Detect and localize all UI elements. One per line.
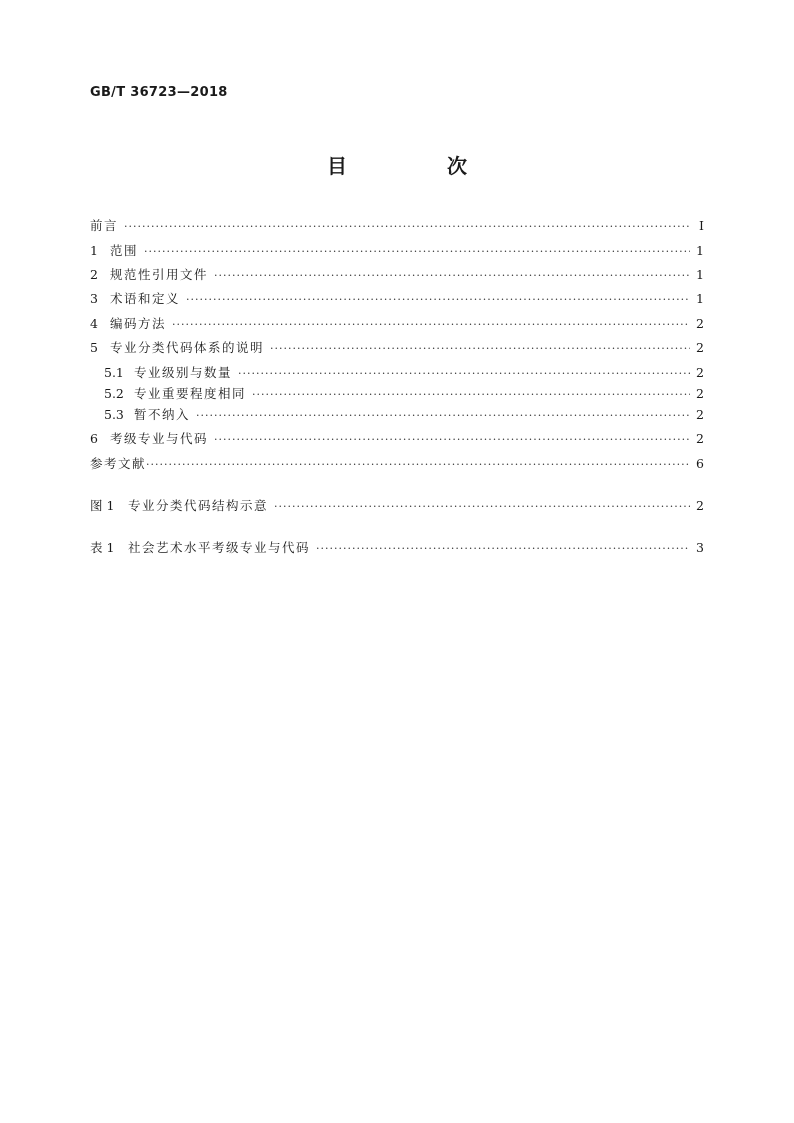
toc-leader-dots: [214, 431, 690, 449]
toc-figure-page: 2: [696, 498, 704, 513]
toc-entry-page: 1: [696, 243, 704, 258]
toc-entry-text: 编码方法: [110, 316, 167, 331]
toc-table-text: 社会艺术水平考级专业与代码: [128, 540, 311, 555]
toc-entry-text: 专业重要程度相同: [134, 386, 247, 401]
toc-entry-text: 考级专业与代码: [110, 431, 209, 446]
toc-entry-number: 5: [90, 340, 98, 355]
toc-leader-dots: [124, 218, 690, 236]
toc-entry-text: 暂不纳入: [134, 407, 191, 422]
toc-leader-dots: [274, 498, 690, 516]
toc-entry-number: 1: [90, 243, 98, 258]
toc-entry-5[interactable]: [90, 339, 704, 357]
toc-entry-3[interactable]: [90, 290, 704, 308]
toc-entry-number: 5.1: [104, 365, 124, 380]
toc-leader-dots: [196, 407, 690, 425]
toc-table-1[interactable]: [90, 539, 704, 557]
toc-entry-page: Ⅰ: [699, 218, 704, 233]
toc-entry-5-3[interactable]: [104, 406, 704, 424]
toc-leader-dots: [214, 267, 690, 285]
toc-figure-number: 图 1: [90, 498, 115, 513]
toc-entry-page: 1: [696, 291, 704, 306]
toc-entry-number: 4: [90, 316, 98, 331]
toc-leader-dots: [186, 291, 690, 309]
toc-entry-5-2[interactable]: [104, 385, 704, 403]
toc-leader-dots: [238, 365, 690, 383]
toc-figure-1[interactable]: [90, 497, 704, 515]
toc-entry-number: 5.2: [104, 386, 124, 401]
toc-figure-text: 专业分类代码结构示意: [128, 498, 269, 513]
toc-entry-page: 2: [696, 365, 704, 380]
toc-entry-foreword[interactable]: [90, 217, 704, 235]
toc-entry-4[interactable]: [90, 315, 704, 333]
toc-entry-text: 术语和定义: [110, 291, 181, 306]
toc-entry-6[interactable]: [90, 430, 704, 448]
toc-entry-text: 规范性引用文件: [110, 267, 209, 282]
toc-entry-page: 2: [696, 386, 704, 401]
toc-entry-5-1[interactable]: [104, 364, 704, 382]
toc-entry-text: 参考文献: [90, 456, 147, 471]
toc-entry-2[interactable]: [90, 266, 704, 284]
toc-entry-text: 专业级别与数量: [134, 365, 233, 380]
toc-leader-dots: [146, 456, 690, 474]
toc-table-page: 3: [696, 540, 704, 555]
toc-entry-1[interactable]: [90, 242, 704, 260]
toc-entry-page: 6: [696, 456, 704, 471]
toc-entry-page: 2: [696, 340, 704, 355]
toc-entry-text: 前言: [90, 218, 119, 233]
toc-entry-text: 专业分类代码体系的说明: [110, 340, 265, 355]
toc-entry-page: 1: [696, 267, 704, 282]
toc-leader-dots: [144, 243, 690, 261]
toc-leader-dots: [270, 340, 690, 358]
toc-leader-dots: [316, 540, 690, 558]
toc-entry-number: 5.3: [104, 407, 124, 422]
toc-entry-references[interactable]: [90, 455, 704, 473]
toc-entry-number: 6: [90, 431, 98, 446]
toc-entry-page: 2: [696, 407, 704, 422]
toc-entry-page: 2: [696, 316, 704, 331]
standard-code: GB/T 36723—2018: [90, 85, 228, 100]
toc-leader-dots: [172, 316, 690, 334]
toc-title: 目 次: [327, 154, 507, 178]
toc-entry-number: 3: [90, 291, 98, 306]
toc-entry-page: 2: [696, 431, 704, 446]
toc-leader-dots: [252, 386, 690, 404]
toc-entry-number: 2: [90, 267, 98, 282]
toc-entry-text: 范围: [110, 243, 139, 258]
toc-table-number: 表 1: [90, 540, 115, 555]
